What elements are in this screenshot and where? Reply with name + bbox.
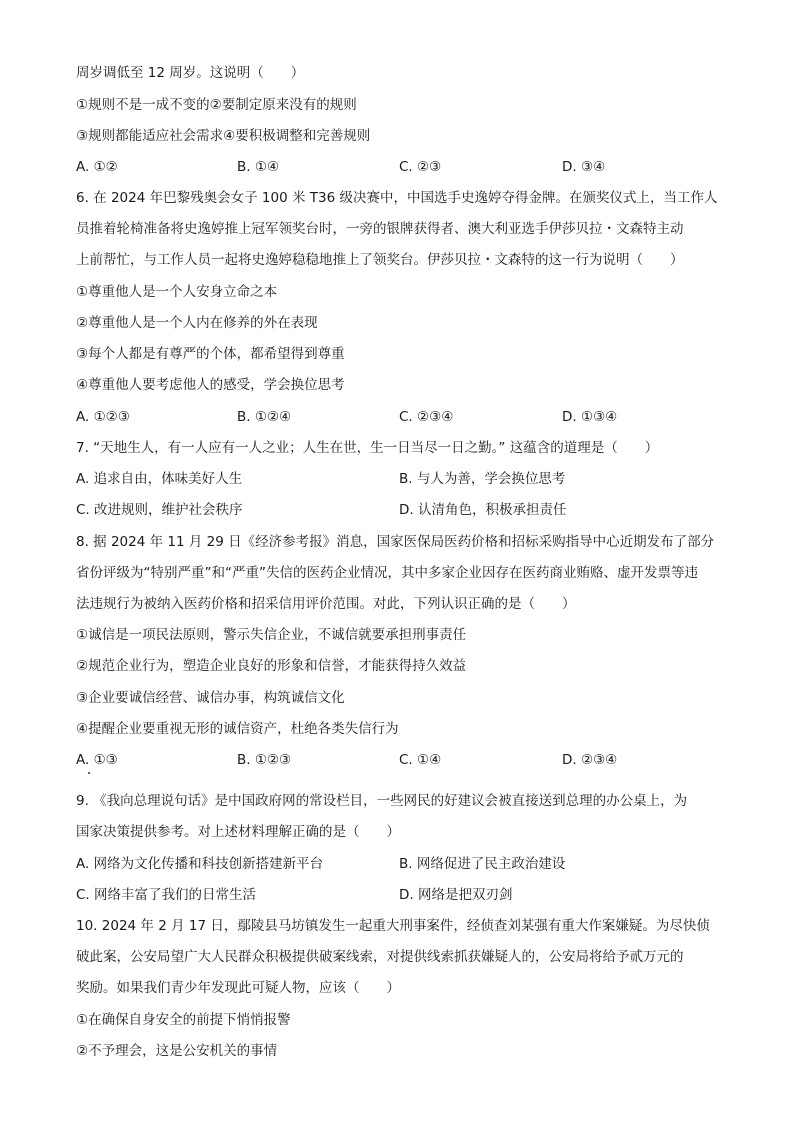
q6-stem-line-1: 6. 在 2024 年巴黎残奥会女子 100 米 T36 级决赛中，中国选手史逸婷夺得金牌。在颁奖仪式上，当工作人	[76, 190, 718, 206]
q8-stem-line-1: 8. 据 2024 年 11 月 29 日《经济参考报》消息，国家医保局医药价格和招标采购指导中心近期发布了部分	[76, 534, 715, 550]
q6-statement-2: ②尊重他人是一个人内在修养的外在表现	[76, 315, 318, 331]
q6-option-b: B. ①②④	[237, 409, 292, 425]
q6-statement-3: ③每个人都是有尊严的个体，都希望得到尊重	[76, 346, 345, 362]
q9-stem-line-2: 国家决策提供参考。对上述材料理解正确的是（ ）	[76, 824, 400, 840]
q7-option-c: C. 改进规则，维护社会秩序	[76, 502, 243, 518]
q7-option-a: A. 追求自由，体味美好人生	[76, 471, 243, 487]
q8-option-c: C. ①④	[399, 752, 442, 768]
q6-statement-1: ①尊重他人是一个人安身立命之本	[76, 284, 278, 300]
q5-option-b: B. ①④	[237, 159, 280, 175]
q10-stem-line-3: 奖励。如果我们青少年发现此可疑人物，应该（ ）	[76, 980, 400, 996]
q5-option-c: C. ②③	[399, 159, 442, 175]
q6-stem-line-3: 上前帮忙，与工作人员一起将史逸婷稳稳地推上了领奖台。伊莎贝拉・文森特的这一行为说明（ ）	[76, 252, 684, 268]
q5-option-a: A. ①②	[76, 159, 118, 175]
q8-stem-line-2: 省份评级为“特别严重”和“严重”失信的医药企业情况，其中多家企业因存在医药商业贿赂、虚开发票等违	[76, 565, 698, 581]
q10-statement-1: ①在确保自身安全的前提下悄悄报警	[76, 1012, 291, 1028]
q5-statement-1-2: ①规则不是一成不变的②要制定原来没有的规则	[76, 97, 357, 113]
q8-statement-2: ②规范企业行为，塑造企业良好的形象和信誉，才能获得持久效益	[76, 658, 467, 674]
q8-option-a: A. ①③	[76, 752, 118, 768]
q7-option-b: B. 与人为善，学会换位思考	[399, 471, 566, 487]
q8-statement-1: ①诚信是一项民法原则，警示失信企业，不诚信就要承担刑事责任	[76, 627, 467, 643]
q6-option-c: C. ②③④	[399, 409, 454, 425]
q7-option-d: D. 认清角色，积极承担责任	[399, 502, 567, 518]
q8-option-b: B. ①②③	[237, 752, 292, 768]
q8-option-d: D. ②③④	[562, 752, 618, 768]
q10-stem-line-1: 10. 2024 年 2 月 17 日，鄢陵县马坊镇发生一起重大刑事案件，经侦查刘某强有重大作案嫌疑。为尽快侦	[76, 918, 710, 934]
q9-option-b: B. 网络促进了民主政治建设	[399, 856, 566, 872]
q6-statement-4: ④尊重他人要考虑他人的感受，学会换位思考	[76, 377, 345, 393]
q9-stem-line-1: 9. 《我向总理说句话》是中国政府网的常设栏目，一些网民的好建议会被直接送到总理的办公桌上，为	[76, 793, 688, 809]
q8-statement-4: ④提醒企业要重视无形的诚信资产，杜绝各类失信行为	[76, 721, 399, 737]
q6-stem-line-2: 员推着轮椅准备将史逸婷推上冠军领奖台时，一旁的银牌获得者、澳大利亚选手伊莎贝拉・文森特主动	[76, 221, 684, 237]
q8-stem-line-3: 法违规行为被纳入医药价格和招采信用评价范围。对此，下列认识正确的是（ ）	[76, 596, 576, 612]
stray-dot-mark	[88, 772, 90, 774]
q10-statement-2: ②不予理会，这是公安机关的事情	[76, 1043, 278, 1059]
q5-stem-tail: 周岁调低至 12 周岁。这说明（ ）	[76, 65, 305, 81]
q9-option-d: D. 网络是把双刃剑	[399, 887, 513, 903]
q6-option-a: A. ①②③	[76, 409, 130, 425]
q8-statement-3: ③企业要诚信经营、诚信办事，构筑诚信文化	[76, 690, 345, 706]
q5-option-d: D. ③④	[562, 159, 606, 175]
q6-option-d: D. ①③④	[562, 409, 618, 425]
q7-stem: 7. “天地生人，有一人应有一人之业；人生在世，生一日当尽一日之勤。” 这蕴含的道理是（ ）	[76, 440, 659, 456]
q5-statement-3-4: ③规则都能适应社会需求④要积极调整和完善规则	[76, 128, 371, 144]
q9-option-a: A. 网络为文化传播和科技创新搭建新平台	[76, 856, 324, 872]
q9-option-c: C. 网络丰富了我们的日常生活	[76, 887, 257, 903]
q10-stem-line-2: 破此案，公安局望广大人民群众积极提供破案线索，对提供线索抓获嫌疑人的，公安局将给予贰万元的	[76, 949, 684, 965]
